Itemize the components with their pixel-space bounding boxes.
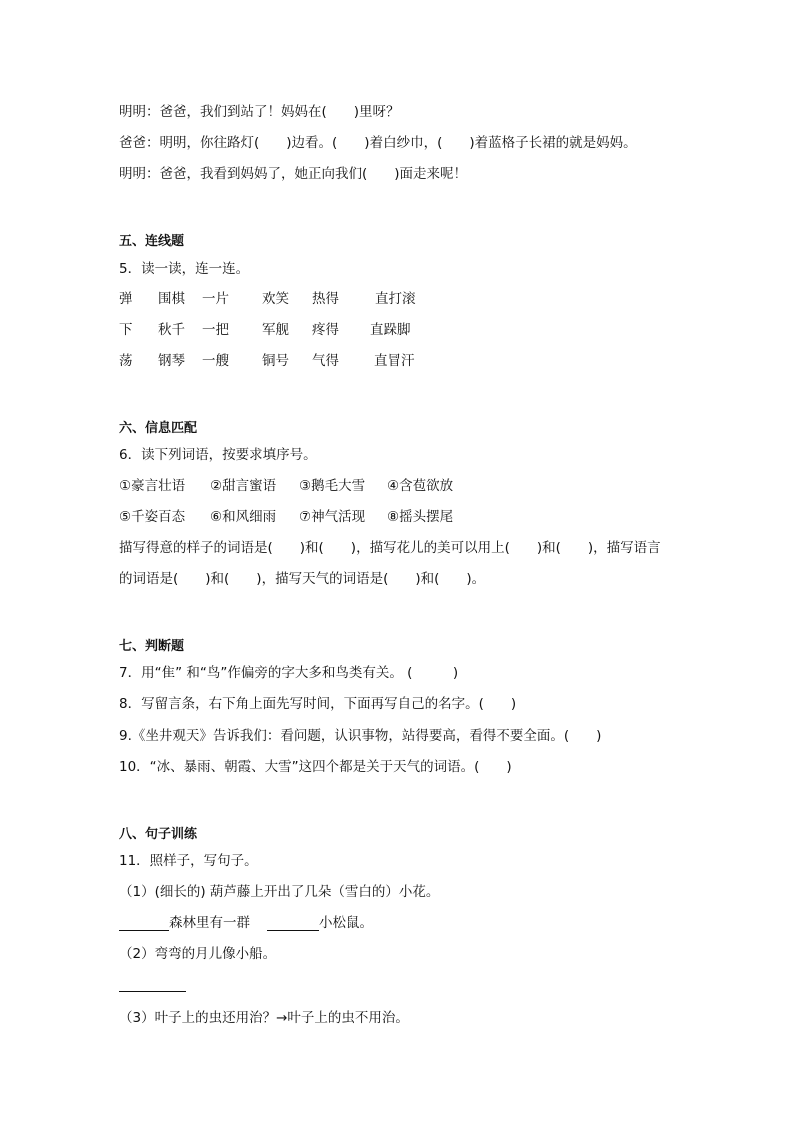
match-word: 一片 <box>202 291 229 307</box>
word-option: ④含苞欲放 <box>387 478 454 494</box>
sub-question-3: （3）叶子上的虫还用治？→叶子上的虫不用治。 <box>119 1010 409 1026</box>
word-option: ⑦神气活现 <box>299 509 366 525</box>
match-word: 秋千 <box>158 322 185 338</box>
word-option: ①豪言壮语 <box>119 478 186 494</box>
judge-item-9: 9.《坐井观天》告诉我们：看问题，认识事物，站得要高，看得不要全面。( ) <box>119 728 602 744</box>
match-word: 热得 <box>312 291 339 307</box>
word-option: ⑧摇头摆尾 <box>387 509 454 525</box>
section-5-heading: 五、连线题 <box>119 234 185 249</box>
match-word: 钢琴 <box>158 353 185 369</box>
match-word: 气得 <box>312 353 339 369</box>
dialogue-line-2: 爸爸：明明，你往路灯( )边看。( )着白纱巾，( )着蓝格子长裙的就是妈妈。 <box>119 135 637 151</box>
fill-in-line-1: 描写得意的样子的词语是( )和( )，描写花儿的美可以用上( )和( )，描写语言 <box>119 540 661 556</box>
match-word: 下 <box>119 322 133 338</box>
judge-item-7: 7．用“隹” 和“鸟”作偏旁的字大多和鸟类有关。 ( ) <box>119 665 459 681</box>
dialogue-line-1: 明明：爸爸，我们到站了！妈妈在( )里呀？ <box>119 104 400 120</box>
answer-blank[interactable] <box>119 930 169 931</box>
match-word: 铜号 <box>262 353 289 369</box>
fill-text: 小松鼠。 <box>319 915 373 931</box>
section-6-heading: 六、信息匹配 <box>119 421 198 436</box>
answer-blank[interactable] <box>267 930 319 931</box>
question-5: 5．读一读，连一连。 <box>119 261 250 277</box>
match-word: 欢笑 <box>262 291 289 307</box>
match-word: 围棋 <box>158 291 185 307</box>
match-word: 一艘 <box>202 353 229 369</box>
match-word: 疼得 <box>312 322 339 338</box>
question-11: 11．照样子，写句子。 <box>119 853 258 869</box>
match-word: 弹 <box>119 291 133 307</box>
match-word: 直打滚 <box>375 291 416 307</box>
fill-text: 森林里有一群 <box>169 915 250 931</box>
section-8-heading: 八、句子训练 <box>119 827 198 842</box>
match-word: 军舰 <box>262 322 289 338</box>
match-word: 直跺脚 <box>370 322 411 338</box>
match-word: 荡 <box>119 353 133 369</box>
judge-item-10: 10．“冰、暴雨、朝霞、大雪”这四个都是关于天气的词语。( ) <box>119 759 512 775</box>
judge-item-8: 8．写留言条，右下角上面先写时间，下面再写自己的名字。( ) <box>119 696 517 712</box>
match-word: 一把 <box>202 322 229 338</box>
word-option: ⑤千姿百态 <box>119 509 186 525</box>
answer-blank[interactable] <box>119 991 186 992</box>
sub-question-1: （1）(细长的) 葫芦藤上开出了几朵（雪白的）小花。 <box>119 884 440 900</box>
word-option: ②甜言蜜语 <box>210 478 277 494</box>
dialogue-line-3: 明明：爸爸，我看到妈妈了，她正向我们( )面走来呢！ <box>119 166 468 182</box>
match-word: 直冒汗 <box>374 353 415 369</box>
question-6: 6．读下列词语，按要求填序号。 <box>119 447 317 463</box>
word-option: ③鹅毛大雪 <box>299 478 366 494</box>
word-option: ⑥和风细雨 <box>210 509 277 525</box>
section-7-heading: 七、判断题 <box>119 639 185 654</box>
sub-question-2: （2）弯弯的月儿像小船。 <box>119 946 277 962</box>
fill-in-line-2: 的词语是( )和( )，描写天气的词语是( )和( )。 <box>119 571 486 587</box>
